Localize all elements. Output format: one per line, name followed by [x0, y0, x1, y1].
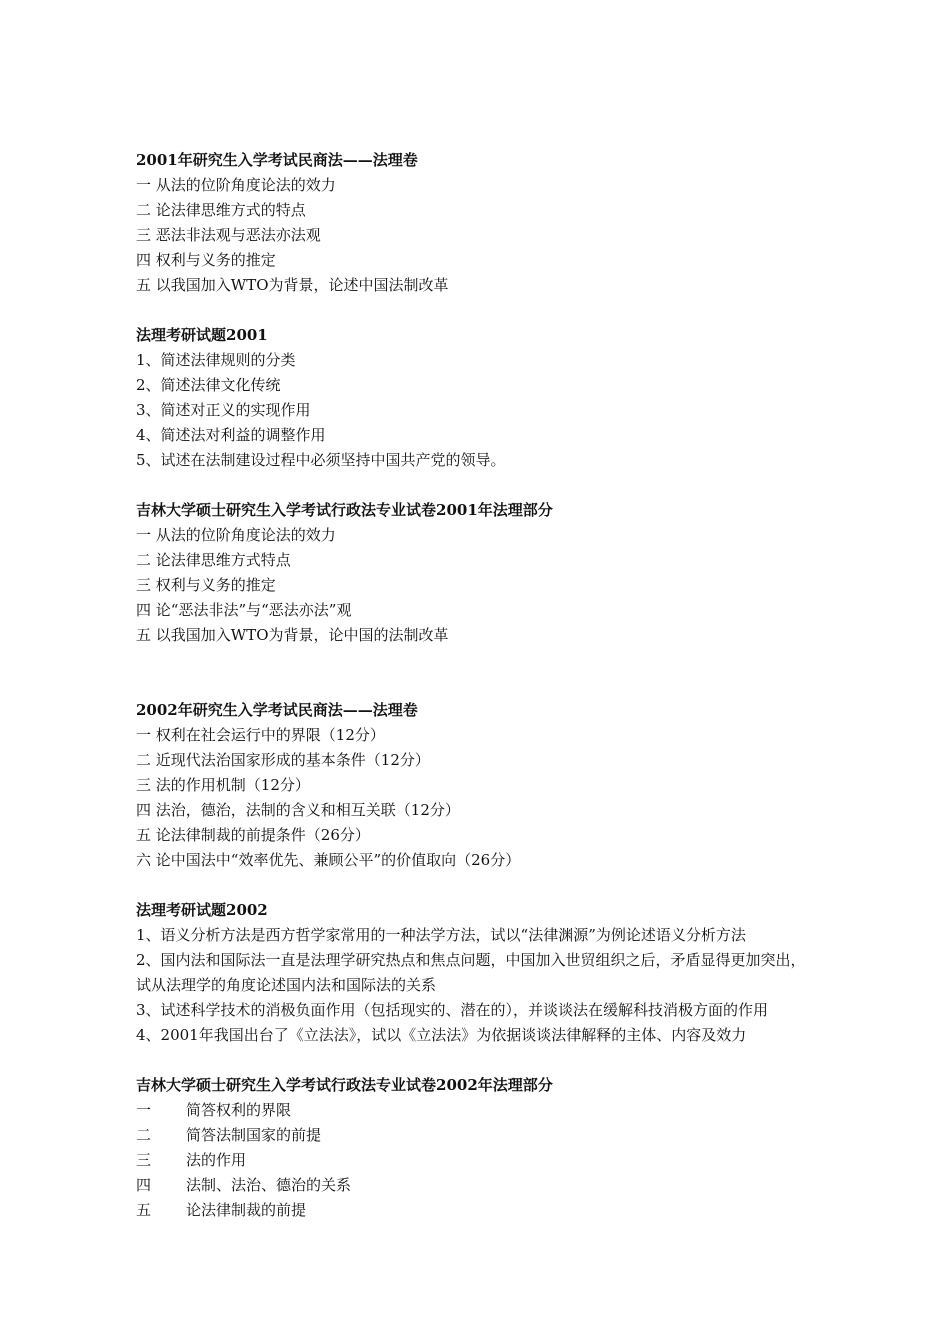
- item-text: 法制、法治、德治的关系: [186, 1176, 352, 1194]
- list-item: [136, 848, 866, 873]
- list-item: [136, 1123, 866, 1148]
- item-text: 2001年我国出台了《立法法》，试以《立法法》为依据谈谈法律解释的主体、内容及效力: [160, 1026, 747, 1044]
- section-title: 法理考研试题2002: [136, 901, 268, 919]
- list-item: [136, 373, 866, 398]
- list-item: [136, 998, 866, 1023]
- item-number: 五: [136, 276, 152, 294]
- item-text: 法的作用: [186, 1151, 247, 1169]
- item-text: 试述科学技术的消极负面作用（包括现实的、潜在的），并谈谈法在缓解科技消极方面的作用: [160, 1001, 769, 1019]
- section-title: 法理考研试题2001: [136, 326, 268, 344]
- document-page: [136, 148, 866, 1223]
- list-item: [136, 823, 866, 848]
- item-number: 二: [136, 1126, 152, 1144]
- item-number: 五: [136, 1201, 152, 1219]
- list-item: [136, 423, 866, 448]
- item-text: 论中国法中“效率优先、兼顾公平”的价值取向（26分）: [155, 851, 521, 869]
- item-number: 三: [136, 1151, 152, 1169]
- item-number: 四: [136, 601, 152, 619]
- item-text: 以我国加入WTO为背景，论中国的法制改革: [155, 626, 449, 644]
- item-number: 五: [136, 826, 152, 844]
- list-item: [136, 548, 866, 573]
- item-text: 从法的位阶角度论法的效力: [155, 176, 336, 194]
- list-item: [136, 573, 866, 598]
- item-text: 简答法制国家的前提: [186, 1126, 322, 1144]
- list-item: [136, 723, 866, 748]
- item-number: 1、: [136, 926, 161, 944]
- item-number: 三: [136, 776, 152, 794]
- section-2002-exam: [136, 898, 866, 1048]
- item-text: 语义分析方法是西方哲学家常用的一种法学方法，试以“法律渊源”为例论述语义分析方法: [160, 926, 746, 944]
- item-number: 四: [136, 251, 152, 269]
- section-2001-civil-law: [136, 148, 866, 298]
- list-item: [136, 948, 866, 973]
- item-number: 二: [136, 201, 152, 219]
- item-text: 近现代法治国家形成的基本条件（12分）: [155, 751, 430, 769]
- item-text: 试从法理学的角度论述国内法和国际法的关系: [136, 976, 437, 994]
- item-text: 简答权利的界限: [186, 1101, 292, 1119]
- item-text: 简述法律规则的分类: [160, 351, 296, 369]
- item-text: 简述法律文化传统: [160, 376, 281, 394]
- item-number: 一: [136, 176, 152, 194]
- spacer: [136, 873, 866, 898]
- list-item: [136, 598, 866, 623]
- section-title: 2001年研究生入学考试民商法——法理卷: [136, 151, 418, 169]
- section-2002-civil-law: [136, 698, 866, 873]
- list-item-continuation: [136, 973, 866, 998]
- item-text: 简述法对利益的调整作用: [160, 426, 326, 444]
- item-number: 二: [136, 551, 152, 569]
- list-item: [136, 448, 866, 473]
- item-number: 一: [136, 726, 152, 744]
- item-number: 3、: [136, 1001, 161, 1019]
- item-number: 一: [136, 526, 152, 544]
- item-number: 1、: [136, 351, 161, 369]
- list-item: [136, 198, 866, 223]
- item-text: 论法律制裁的前提: [186, 1201, 307, 1219]
- list-item: [136, 1198, 866, 1223]
- item-number: 4、: [136, 426, 161, 444]
- item-text: 法治，德治，法制的含义和相互关联（12分）: [155, 801, 460, 819]
- item-number: 2、: [136, 376, 161, 394]
- list-item: [136, 523, 866, 548]
- spacer: [136, 1048, 866, 1073]
- list-item: [136, 1173, 866, 1198]
- item-number: 2、: [136, 951, 161, 969]
- item-text: 试述在法制建设过程中必须坚持中国共产党的领导。: [160, 451, 506, 469]
- item-number: 3、: [136, 401, 161, 419]
- item-text: 从法的位阶角度论法的效力: [155, 526, 336, 544]
- section-title: 吉林大学硕士研究生入学考试行政法专业试卷2002年法理部分: [136, 1076, 553, 1094]
- item-text: 论法律制裁的前提条件（26分）: [155, 826, 370, 844]
- item-number: 四: [136, 801, 152, 819]
- list-item: [136, 248, 866, 273]
- item-number: 4、: [136, 1026, 161, 1044]
- list-item: [136, 623, 866, 648]
- item-text: 权利与义务的推定: [155, 576, 276, 594]
- item-text: 法的作用机制（12分）: [155, 776, 310, 794]
- item-number: 六: [136, 851, 152, 869]
- spacer: [136, 473, 866, 498]
- item-number: 五: [136, 626, 152, 644]
- spacer: [136, 298, 866, 323]
- list-item: [136, 1023, 866, 1048]
- list-item: [136, 273, 866, 298]
- list-item: [136, 1098, 866, 1123]
- list-item: [136, 173, 866, 198]
- section-jilin-2002: [136, 1073, 866, 1223]
- item-number: 二: [136, 751, 152, 769]
- item-text: 论法律思维方式特点: [155, 551, 291, 569]
- section-jilin-2001: [136, 498, 866, 648]
- item-text: 以我国加入WTO为背景，论述中国法制改革: [155, 276, 449, 294]
- list-item: [136, 748, 866, 773]
- list-item: [136, 1148, 866, 1173]
- section-2001-exam: [136, 323, 866, 473]
- list-item: [136, 223, 866, 248]
- item-text: 论法律思维方式的特点: [155, 201, 306, 219]
- list-item: [136, 348, 866, 373]
- section-title: 吉林大学硕士研究生入学考试行政法专业试卷2001年法理部分: [136, 501, 553, 519]
- item-number: 四: [136, 1176, 152, 1194]
- item-text: 权利在社会运行中的界限（12分）: [155, 726, 385, 744]
- item-number: 一: [136, 1101, 152, 1119]
- list-item: [136, 798, 866, 823]
- item-number: 5、: [136, 451, 161, 469]
- item-text: 论“恶法非法”与“恶法亦法”观: [155, 601, 352, 619]
- item-text: 权利与义务的推定: [155, 251, 276, 269]
- list-item: [136, 398, 866, 423]
- item-text: 恶法非法观与恶法亦法观: [155, 226, 321, 244]
- item-text: 国内法和国际法一直是法理学研究热点和焦点问题，中国加入世贸组织之后，矛盾显得更加突出，: [160, 951, 806, 969]
- item-number: 三: [136, 226, 152, 244]
- spacer: [136, 648, 866, 698]
- section-title: 2002年研究生入学考试民商法——法理卷: [136, 701, 418, 719]
- item-number: 三: [136, 576, 152, 594]
- list-item: [136, 773, 866, 798]
- item-text: 简述对正义的实现作用: [160, 401, 311, 419]
- list-item: [136, 923, 866, 948]
